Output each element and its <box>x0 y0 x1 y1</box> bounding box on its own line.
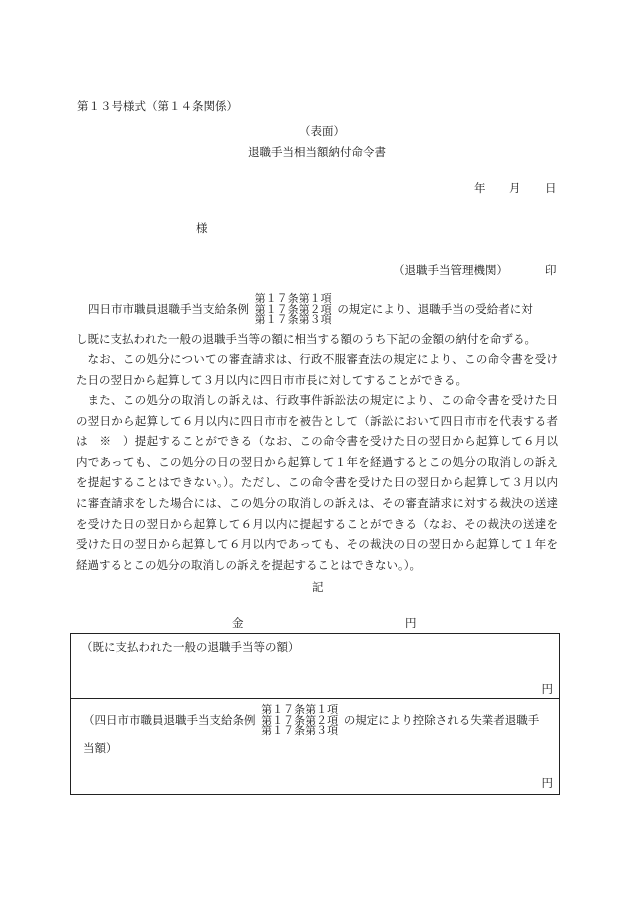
date-day: 日 <box>545 181 557 195</box>
table-row-unemployment-deduction <box>71 698 559 795</box>
ki-heading: 記 <box>312 580 324 594</box>
ordinance-name: 四日市市職員退職手当支給条例 <box>88 301 249 316</box>
article-reference-stack <box>255 294 332 326</box>
article-ref: 第１７条第１項 <box>261 703 339 716</box>
amount-table <box>70 633 560 795</box>
row-2-line-1 <box>83 705 539 737</box>
document-title: 退職手当相当額納付命令書 <box>248 145 386 159</box>
addressee-suffix: 様 <box>196 221 208 235</box>
issuer-label: （退職手当管理機関） <box>393 263 508 277</box>
row-2-ordinance: （四日市市職員退職手当支給条例 <box>83 712 256 727</box>
face-label: （表面） <box>299 124 345 138</box>
article-ref: 第１７条第３項 <box>254 313 332 326</box>
table-row-paid-allowance <box>71 634 559 698</box>
article-ref: 第１７条第１項 <box>254 292 332 305</box>
article-ref: 第１７条第２項 <box>254 302 332 316</box>
row-1-unit: 円 <box>541 682 553 696</box>
amount-label: 金 <box>232 616 244 630</box>
date-month: 月 <box>509 181 521 195</box>
seal-mark: 印 <box>545 263 557 277</box>
row-2-unit: 円 <box>541 776 553 790</box>
date-year: 年 <box>474 181 486 195</box>
row-1-label: （既に支払われた一般の退職手当等の額） <box>81 640 300 654</box>
article-ref: 第１７条第２項 <box>261 713 339 727</box>
paragraph-1-line-1 <box>88 294 533 326</box>
row-2-line-2: 当額） <box>83 741 118 755</box>
article-ref: 第１７条第３項 <box>261 724 339 737</box>
paragraph-1-line-2: し既に支払われた一般の退職手当等の額に相当する額のうち下記の金額の納付を命ずる。 <box>76 332 536 346</box>
amount-unit: 円 <box>405 616 417 630</box>
paragraph-3: また、この処分の取消しの訴えは、行政事件訴訟法の規定により、この命令書を受けた日の翌日から起算して６月以内に四日市市を被告として（訴訟において四日市市を代表する者は ※ ）提起することができる（なお、この命令書を受けた日の翌日から起算して６月以内であっても、この処分の日の翌日から起算して１年を経過するとこの処分の取消しの訴えを提起することはできない。）。ただし、この命令書を受けた日の翌日から起算して３月以内に審査請求をした場合には、この処分の取消しの訴えは、その審査請求に対する裁決の送達を受けた日の翌日から起算して６月以内に提起することができる（なお、その裁決の送達を受けた日の翌日から起算して６月以内であっても、その裁決の日の翌日から起算して１年を経過するとこの処分の取消しの訴えを提起することはできない。）。 <box>76 393 558 572</box>
form-number: 第１３号様式（第１４条関係） <box>77 99 238 113</box>
row-2-article-stack <box>261 705 338 737</box>
row-2-continuation: の規定により控除される失業者退職手 <box>343 712 540 727</box>
paragraph-1-continuation: の規定により、退職手当の受給者に対 <box>337 301 533 316</box>
paragraph-2: なお、この処分についての審査請求は、行政不服審査法の規定により、この命令書を受けた日の翌日から起算して３月以内に四日市市長に対してすることができる。 <box>76 352 558 387</box>
